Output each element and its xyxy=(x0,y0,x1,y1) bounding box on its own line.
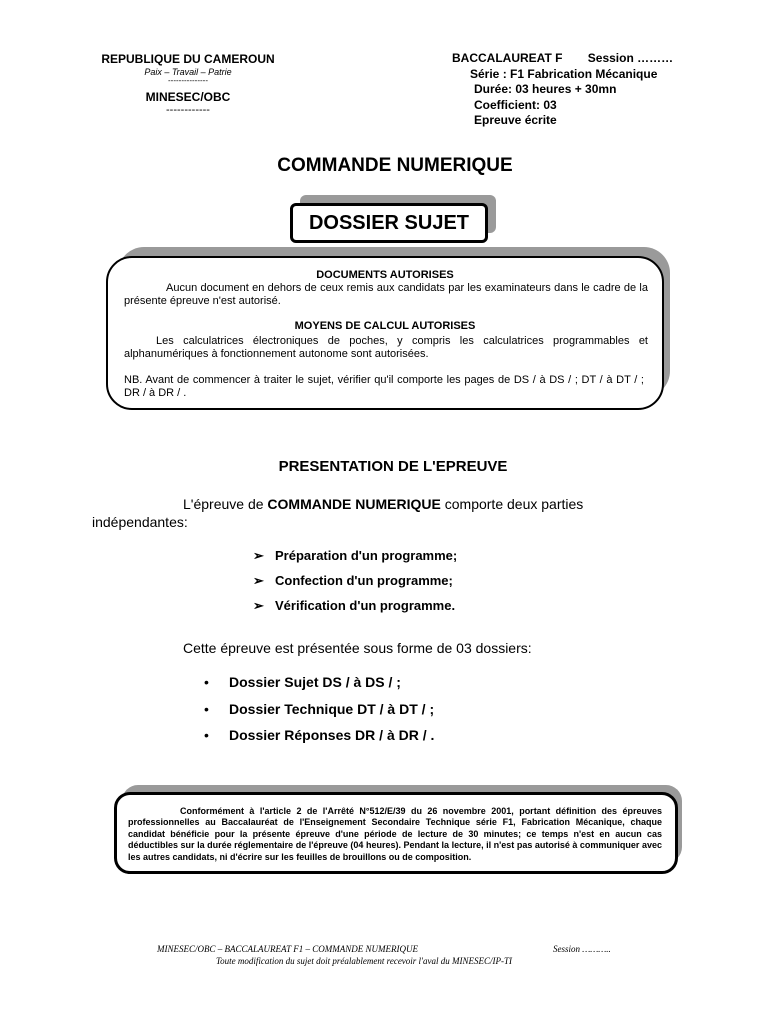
arrow-bullet-icon: ➢ xyxy=(253,573,264,588)
part-label: Préparation d'un programme; xyxy=(275,548,458,563)
dot-bullet-icon: • xyxy=(204,701,209,717)
calc-heading: MOYENS DE CALCUL AUTORISES xyxy=(294,320,476,332)
exam-session: Session ……… xyxy=(587,51,674,65)
calc-text: Les calculatrices électroniques de poches, y compris les calculatrices programmables et alphanumériques à fonctionnement autonome sont autorisées. xyxy=(124,335,648,360)
notice-box xyxy=(114,792,678,874)
part-item xyxy=(253,573,453,589)
dossier-item xyxy=(204,674,401,690)
presentation-heading: PRESENTATION DE L'EPREUVE xyxy=(278,458,508,475)
exam-coefficient: Coefficient: 03 xyxy=(474,97,557,112)
part-item xyxy=(253,548,457,564)
notice-text: Conformément à l'article 2 de l'Arrêté N°512/E/39 du 26 novembre 2001, portant définition des épreuves professionnelles au Baccalauréat de l'Enseignement Secondaire Technique série F1, Fabrication Mécanique, chaque candidat bénéficie pour la présente épreuve d'une période de lecture de 30 minutes; ce temps n'est en aucun cas déductibles sur la durée réglementaire de l'épreuve (04 heures). Pendant la lecture, il n'est pas autorisé à communiquer avec les autres candidats, ni d'écrire sur les feuilles de brouillons ou de composition. xyxy=(128,806,662,862)
docs-heading: DOCUMENTS AUTORISES xyxy=(316,269,454,281)
dossiers-intro: Cette épreuve est présentée sous forme de 03 dossiers: xyxy=(183,640,532,656)
separator-dots: --------------- xyxy=(168,76,208,85)
intro-bold: COMMANDE NUMERIQUE xyxy=(267,496,441,512)
exam-duration: Durée: 03 heures + 30mn xyxy=(474,82,617,96)
part-label: Vérification d'un programme. xyxy=(275,598,456,613)
footer-line1: MINESEC/OBC – BACCALAUREAT F1 – COMMANDE NUMERIQUE xyxy=(157,944,418,954)
ministry-name: MINESEC/OBC xyxy=(145,90,231,104)
presentation-intro xyxy=(183,496,583,512)
footer-line2: Toute modification du sujet doit préalablement recevoir l'aval du MINESEC/IP-TI xyxy=(216,956,512,966)
dossier-label: Dossier Technique DT / à DT / ; xyxy=(229,701,435,717)
dot-bullet-icon: • xyxy=(204,727,209,743)
part-item xyxy=(253,598,455,614)
dossier-label: DOSSIER SUJET xyxy=(290,203,488,243)
dossier-item xyxy=(204,701,434,717)
dossier-label: Dossier Réponses DR / à DR / . xyxy=(229,727,435,743)
footer-session: Session ……….. xyxy=(553,944,611,954)
arrow-bullet-icon: ➢ xyxy=(253,598,264,613)
exam-name: BACCALAUREAT F xyxy=(452,51,563,65)
separator-dashes: ------------ xyxy=(166,104,210,116)
country-motto: Paix – Travail – Patrie xyxy=(144,67,232,77)
page-title: COMMANDE NUMERIQUE xyxy=(277,155,513,176)
exam-serie: Série : F1 Fabrication Mécanique xyxy=(470,66,658,81)
nb-text: NB. Avant de commencer à traiter le sujet, vérifier qu'il comporte les pages de DS / à DS / ; DT / à DT / ; DR / à DR / . xyxy=(124,374,644,399)
header-right xyxy=(452,51,673,129)
header-left xyxy=(88,52,288,116)
intro-post: comporte deux parties xyxy=(440,496,584,512)
exam-type: Epreuve écrite xyxy=(474,113,557,127)
docs-text: Aucun document en dehors de ceux remis aux candidats par les examinateurs dans le cadre de la présente épreuve n'est autorisé. xyxy=(124,282,648,307)
part-label: Confection d'un programme; xyxy=(275,573,453,588)
rules-box xyxy=(106,256,664,410)
dossier-item xyxy=(204,727,434,743)
country-name: REPUBLIQUE DU CAMEROUN xyxy=(101,52,275,66)
intro-pre: L'épreuve de xyxy=(183,496,268,512)
dossier-label: Dossier Sujet DS / à DS / ; xyxy=(229,674,401,690)
presentation-intro-line2: indépendantes: xyxy=(92,514,188,530)
arrow-bullet-icon: ➢ xyxy=(253,548,264,563)
dot-bullet-icon: • xyxy=(204,674,209,690)
